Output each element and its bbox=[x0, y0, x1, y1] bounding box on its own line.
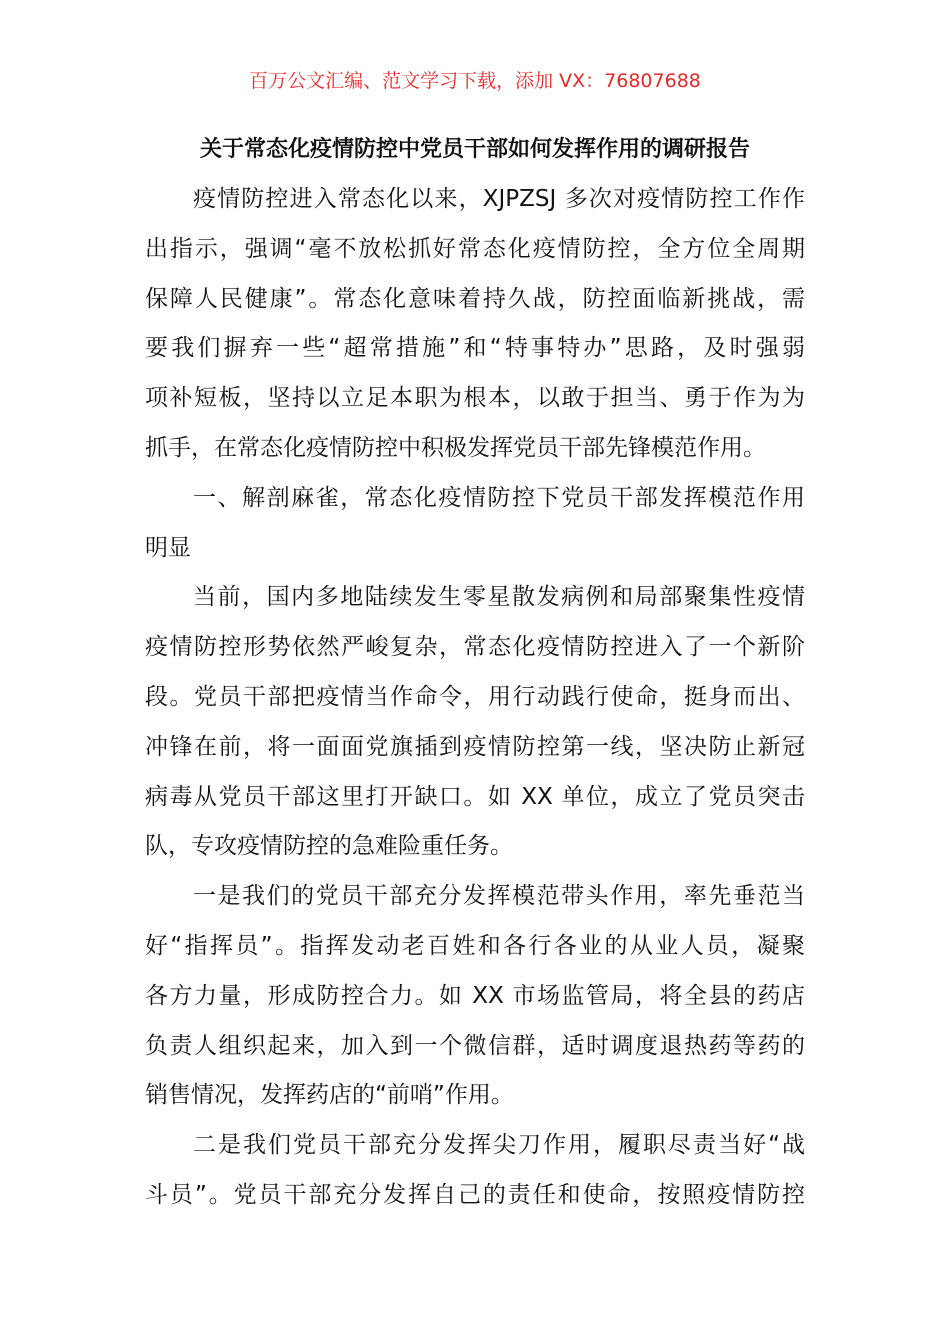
paragraph-line: 销售情况，发挥药店的“前哨”作用。 bbox=[145, 1082, 514, 1109]
paragraph bbox=[145, 474, 805, 574]
document-title: 关于常态化疫情防控中党员干部如何发挥作用的调研报告 bbox=[199, 137, 750, 162]
paragraph-line: 疫情防控进入常态化以来，XJPZSJ 多次对疫情防控工作作 bbox=[193, 186, 805, 212]
watermark-header: 百万公文汇编、范文学习下载，添加 VX：76807688 bbox=[249, 70, 701, 92]
paragraph-line: 要我们摒弃一些“超常措施”和“特事特办”思路，及时强弱 bbox=[145, 335, 805, 362]
paragraph-line: 斗员”。党员干部充分发挥自己的责任和使命，按照疫情防控 bbox=[145, 1181, 805, 1208]
paragraph-line: 冲锋在前，将一面面党旗插到疫情防控第一线，坚决防止新冠 bbox=[145, 733, 805, 760]
paragraph-line: 二是我们党员干部充分发挥尖刀作用，履职尽责当好“战 bbox=[193, 1132, 805, 1159]
paragraph-line: 项补短板，坚持以立足本职为根本，以敢于担当、勇于作为为 bbox=[145, 385, 805, 412]
paragraph-line: 好“指挥员”。指挥发动老百姓和各行各业的从业人员，凝聚 bbox=[145, 932, 805, 959]
paragraph-line: 保障人民健康”。常态化意味着持久战，防控面临新挑战，需 bbox=[145, 285, 805, 312]
paragraph-line: 病毒从党员干部这里打开缺口。如 XX 单位，成立了党员突击 bbox=[145, 783, 805, 810]
paragraph bbox=[145, 1121, 805, 1221]
paragraph bbox=[145, 872, 805, 1121]
paragraph-line: 出指示，强调“毫不放松抓好常态化疫情防控，全方位全周期 bbox=[145, 235, 805, 262]
paragraph-line: 一是我们的党员干部充分发挥模范带头作用，率先垂范当 bbox=[193, 883, 805, 910]
paragraph-line: 当前，国内多地陆续发生零星散发病例和局部聚集性疫情 bbox=[193, 584, 805, 611]
document-body bbox=[145, 175, 805, 1221]
paragraph-line: 疫情防控形势依然严峻复杂，常态化疫情防控进入了一个新阶 bbox=[145, 634, 805, 661]
paragraph-line: 抓手，在常态化疫情防控中积极发挥党员干部先锋模范作用。 bbox=[145, 434, 766, 461]
paragraph bbox=[145, 175, 805, 474]
paragraph-line: 负责人组织起来，加入到一个微信群，适时调度退热药等药的 bbox=[145, 1032, 805, 1059]
paragraph-line: 队，专攻疫情防控的急难险重任务。 bbox=[145, 833, 513, 860]
paragraph-line: 各方力量，形成防控合力。如 XX 市场监管局，将全县的药店 bbox=[145, 982, 805, 1009]
paragraph-line: 明显 bbox=[145, 534, 191, 561]
paragraph-line: 一、解剖麻雀，常态化疫情防控下党员干部发挥模范作用 bbox=[193, 484, 805, 511]
paragraph-line: 段。党员干部把疫情当作命令，用行动践行使命，挺身而出、 bbox=[145, 683, 805, 710]
paragraph bbox=[145, 573, 805, 872]
